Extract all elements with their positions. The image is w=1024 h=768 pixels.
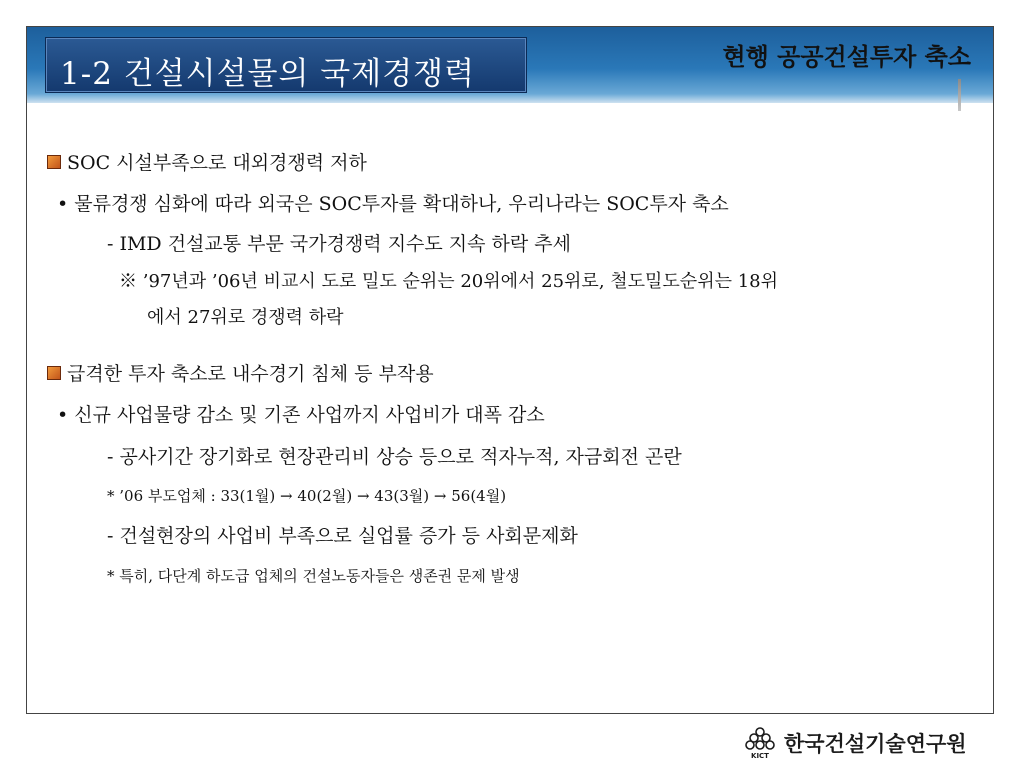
section2-heading — [47, 359, 434, 386]
section1-note-line2: 에서 27위로 경쟁력 하락 — [147, 307, 344, 328]
section2-dash1: - 공사기간 장기화로 현장관리비 상승 등으로 적자누적, 자금회전 곤란 — [107, 446, 682, 468]
section1-dash: - IMD 건설교통 부문 국가경쟁력 지수도 지속 하락 추세 — [107, 233, 572, 255]
square-bullet-icon — [47, 155, 61, 169]
logo-caption: KICT — [751, 752, 769, 760]
section2-heading-text: 급격한 투자 축소로 내수경기 침체 등 부작용 — [67, 363, 434, 385]
section2-bullet: • 신규 사업물량 감소 및 기존 사업까지 사업비가 대폭 감소 — [57, 404, 545, 426]
kict-logo-icon — [744, 726, 776, 760]
section1-note-line1: ※ ’97년과 ’06년 비교시 도로 밀도 순위는 20위에서 25위로, 철도밀도순위는 18위 — [119, 271, 778, 292]
decorative-tick — [958, 79, 961, 111]
slide-title: 1-2 건설시설물의 국제경쟁력 — [60, 56, 476, 92]
slide-frame — [26, 26, 994, 714]
slide-header — [27, 27, 993, 103]
section1-heading — [47, 148, 367, 175]
section1-bullet: • 물류경쟁 심화에 따라 외국은 SOC투자를 확대하나, 우리나라는 SOC투자 축소 — [57, 193, 729, 215]
section2-note1: * ’06 부도업체 : 33(1월) → 40(2월) → 43(3월) → 56(4월) — [107, 487, 507, 505]
section1-heading-text: SOC 시설부족으로 대외경쟁력 저하 — [67, 152, 367, 174]
kict-logo — [744, 726, 1004, 760]
section2-dash2: - 건설현장의 사업비 부족으로 실업률 증가 등 사회문제화 — [107, 525, 578, 547]
square-bullet-icon — [47, 366, 61, 380]
title-box — [45, 37, 527, 93]
section2-note2: * 특히, 다단계 하도급 업체의 건설노동자들은 생존권 문제 발생 — [107, 567, 520, 585]
slide-subtitle: 현행 공공건설투자 축소 — [722, 42, 971, 71]
org-name: 한국건설기술연구원 — [784, 732, 967, 756]
